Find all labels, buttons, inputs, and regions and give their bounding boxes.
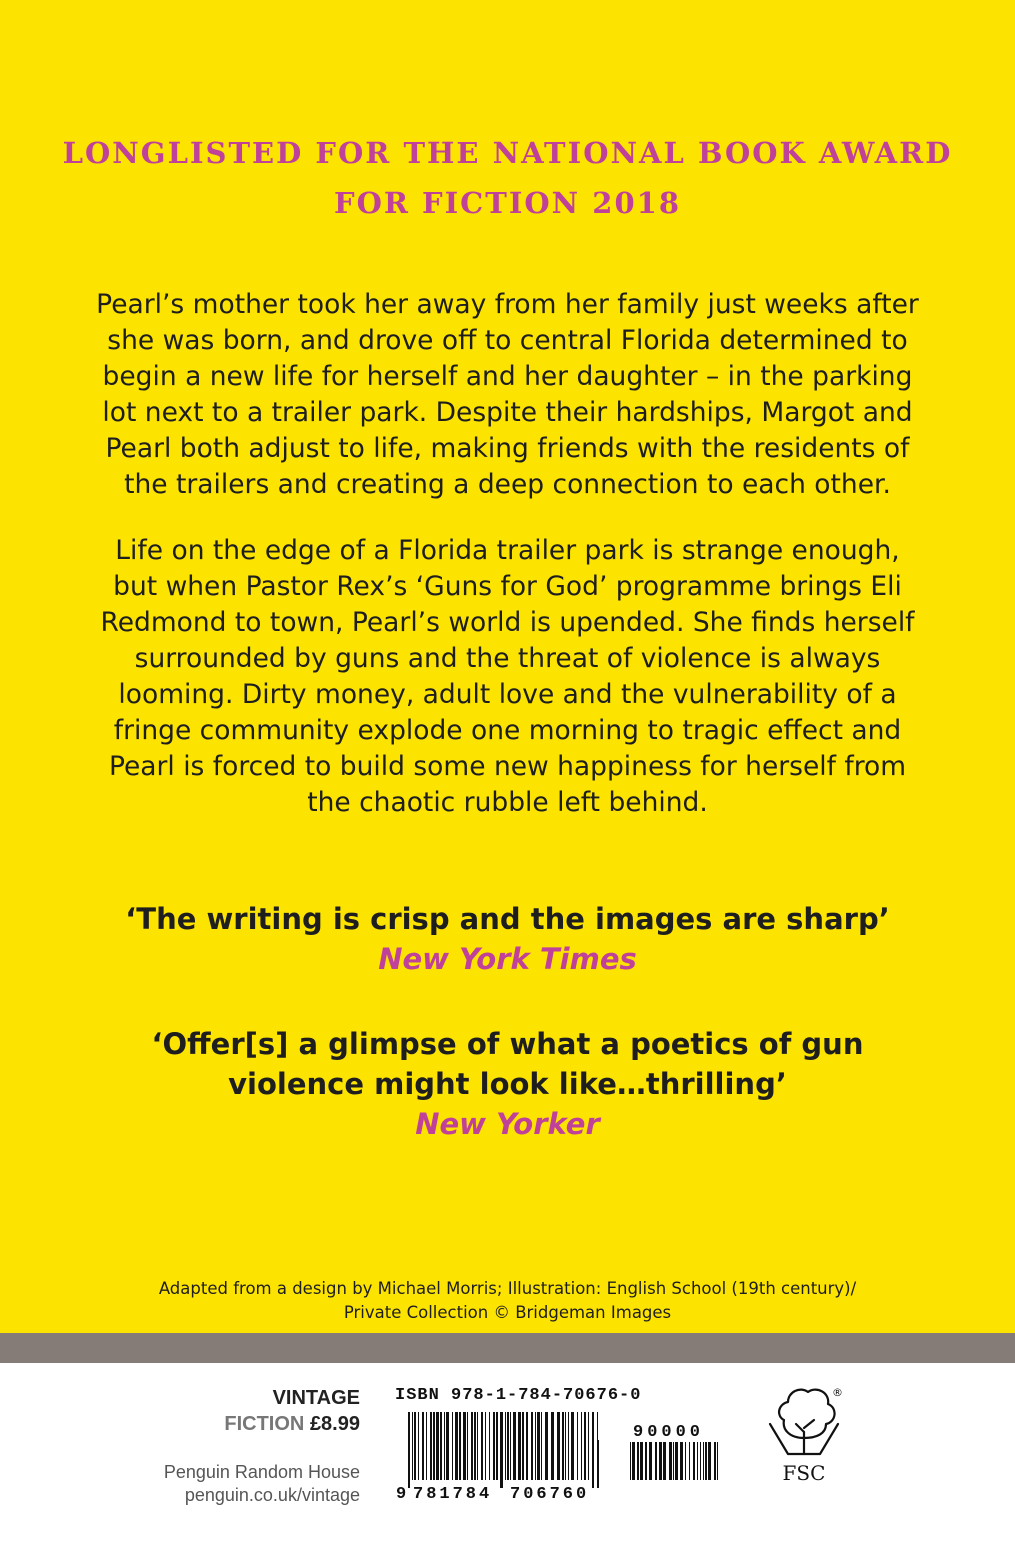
- synopsis-line: Pearl is forced to build some new happiness for herself from: [108, 751, 907, 782]
- quote-text: violence might look like…thrilling’: [228, 1067, 787, 1101]
- synopsis-line: fringe community explode one morning to tragic effect and: [113, 715, 902, 746]
- barcode-bar: [673, 1442, 674, 1480]
- barcode-bar: [500, 1412, 503, 1488]
- barcode-bar: [697, 1442, 698, 1480]
- synopsis-line: Pearl both adjust to life, making friends with the residents of: [105, 433, 910, 464]
- barcode-bar: [426, 1412, 427, 1480]
- barcode-bar: [632, 1442, 635, 1480]
- barcode-bar: [545, 1412, 548, 1480]
- barcode-right-digits: 706760: [510, 1485, 590, 1502]
- barcode-bar: [485, 1412, 486, 1480]
- synopsis-line: but when Pastor Rex’s ‘Guns for God’ programme brings Eli: [113, 571, 902, 602]
- synopsis-line: the chaotic rubble left behind.: [307, 787, 708, 818]
- synopsis-line: looming. Dirty money, adult love and the vulnerability of a: [118, 679, 897, 710]
- barcode-bar: [577, 1412, 578, 1480]
- barcode-bar: [507, 1412, 509, 1480]
- synopsis-line: lot next to a trailer park. Despite their hardships, Margot and: [102, 397, 913, 428]
- award-line-2: FOR FICTION 2018: [333, 186, 681, 220]
- barcode-bar: [412, 1412, 413, 1480]
- barcode-bar: [705, 1442, 707, 1480]
- design-credits: [0, 1277, 1015, 1325]
- barcode-bar: [418, 1412, 419, 1480]
- barcode-bar: [477, 1412, 478, 1480]
- credits-line-1: Adapted from a design by Michael Morris; Illustration: English School (19th century)/: [158, 1279, 857, 1298]
- synopsis-line: she was born, and drove off to central Florida determined to: [107, 325, 908, 356]
- barcode-bar: [714, 1442, 716, 1480]
- barcode-bar: [471, 1412, 473, 1480]
- fsc-tree-icon: [770, 1390, 838, 1454]
- barcode-bar: [659, 1442, 662, 1480]
- barcode-bar: [588, 1412, 589, 1480]
- barcode-bar: [430, 1412, 432, 1480]
- barcode: [380, 1412, 730, 1502]
- synopsis-line: the trailers and creating a deep connection to each other.: [124, 469, 891, 500]
- barcode-bar: [535, 1412, 536, 1480]
- barcode-addon-digits: 90000: [633, 1423, 705, 1442]
- barcode-bar: [637, 1442, 639, 1480]
- price-label: £8.99: [309, 1413, 360, 1435]
- barcode-bar: [645, 1442, 647, 1480]
- barcode-bar: [562, 1412, 564, 1480]
- barcode-bar: [680, 1442, 683, 1480]
- publisher-url: penguin.co.uk/vintage: [184, 1485, 360, 1505]
- barcode-bar: [685, 1442, 686, 1480]
- barcode-bar: [513, 1412, 516, 1480]
- barcode-bar: [436, 1412, 439, 1480]
- barcode-bar: [551, 1412, 554, 1480]
- barcode-bar: [700, 1442, 701, 1480]
- barcode-bar: [444, 1412, 445, 1480]
- barcode-bar: [463, 1412, 466, 1480]
- barcode-bar: [571, 1412, 574, 1480]
- barcode-bar: [518, 1412, 521, 1480]
- award-line-1: LONGLISTED FOR THE NATIONAL BOOK AWARD: [62, 136, 953, 170]
- barcode-bars-addon: [630, 1442, 718, 1480]
- publisher-info: [164, 1461, 360, 1507]
- divider-band: [0, 1333, 1015, 1363]
- barcode-bar: [455, 1412, 458, 1480]
- synopsis-line: begin a new life for herself and her daughter – in the parking: [102, 361, 913, 392]
- synopsis-line: surrounded by guns and the threat of violence is always: [134, 643, 881, 674]
- barcode-bar: [522, 1412, 524, 1480]
- barcode-bar: [505, 1412, 506, 1480]
- quote-text: ‘The writing is crisp and the images are sharp’: [125, 902, 890, 936]
- barcode-bar: [640, 1442, 643, 1480]
- barcode-bar: [584, 1412, 586, 1480]
- barcode-bar: [489, 1412, 490, 1480]
- barcode-bar: [408, 1412, 410, 1488]
- barcode-bar: [474, 1412, 476, 1480]
- barcode-bar: [531, 1412, 533, 1480]
- barcode-bar: [708, 1442, 711, 1480]
- barcode-bar: [592, 1412, 594, 1488]
- synopsis: [60, 287, 955, 821]
- isbn-label: ISBN 978-1-784-70676-0: [395, 1386, 642, 1405]
- barcode-bar: [496, 1412, 498, 1480]
- barcode-bar: [655, 1442, 657, 1480]
- barcode-bar: [414, 1412, 416, 1480]
- barcode-bar: [630, 1442, 631, 1480]
- barcode-bar: [526, 1412, 528, 1480]
- barcode-bar: [440, 1412, 442, 1480]
- barcode-bar: [565, 1412, 566, 1480]
- barcode-bar: [581, 1412, 582, 1480]
- barcode-bar: [541, 1412, 542, 1480]
- barcode-bar: [669, 1442, 672, 1480]
- barcode-lead-digit: 9: [396, 1485, 407, 1502]
- credits-line-2: Private Collection © Bridgeman Images: [343, 1303, 672, 1322]
- review-quote-1: [0, 899, 1015, 979]
- award-banner: [0, 128, 1015, 228]
- barcode-bar: [568, 1412, 569, 1480]
- category-price: [164, 1411, 360, 1437]
- barcode-bar: [452, 1412, 453, 1480]
- barcode-bar: [649, 1442, 652, 1480]
- publisher-house: Penguin Random House: [163, 1462, 360, 1482]
- synopsis-line: Life on the edge of a Florida trailer park is strange enough,: [115, 535, 900, 566]
- barcode-bar: [537, 1412, 540, 1480]
- synopsis-line: Redmond to town, Pearl’s world is upended. She finds herself: [100, 607, 915, 638]
- barcode-bar: [703, 1442, 704, 1480]
- barcode-bar: [422, 1412, 424, 1480]
- synopsis-paragraph-2: [60, 533, 955, 821]
- barcode-bar: [663, 1442, 666, 1480]
- barcode-bar: [433, 1412, 435, 1480]
- barcode-bar: [467, 1412, 468, 1480]
- publisher-name: VINTAGE: [272, 1387, 360, 1409]
- barcode-bars-main: [408, 1412, 599, 1488]
- category-label: FICTION: [224, 1413, 305, 1435]
- quote-source: New Yorker: [415, 1107, 600, 1141]
- synopsis-paragraph-1: [60, 287, 955, 503]
- barcode-bar: [493, 1412, 495, 1480]
- synopsis-line: Pearl’s mother took her away from her family just weeks after: [96, 289, 919, 320]
- barcode-bar: [510, 1412, 511, 1480]
- fsc-logo: [760, 1380, 850, 1490]
- fsc-label: FSC: [782, 1461, 826, 1485]
- barcode-bar: [689, 1442, 690, 1480]
- quote-source: New York Times: [378, 942, 637, 976]
- barcode-bar: [446, 1412, 449, 1480]
- barcode-bar: [459, 1412, 461, 1480]
- barcode-bar: [717, 1442, 718, 1480]
- barcode-bar: [557, 1412, 560, 1480]
- barcode-bar: [481, 1412, 483, 1480]
- quote-text: ‘Offer[s] a glimpse of what a poetics of gun: [151, 1027, 864, 1061]
- fsc-registered-mark: ®: [832, 1386, 843, 1399]
- barcode-bar: [693, 1442, 695, 1480]
- review-quote-2: [0, 1024, 1015, 1144]
- barcode-left-digits: 781784: [413, 1485, 493, 1502]
- imprint-block: [164, 1385, 360, 1507]
- barcode-bar: [675, 1442, 678, 1480]
